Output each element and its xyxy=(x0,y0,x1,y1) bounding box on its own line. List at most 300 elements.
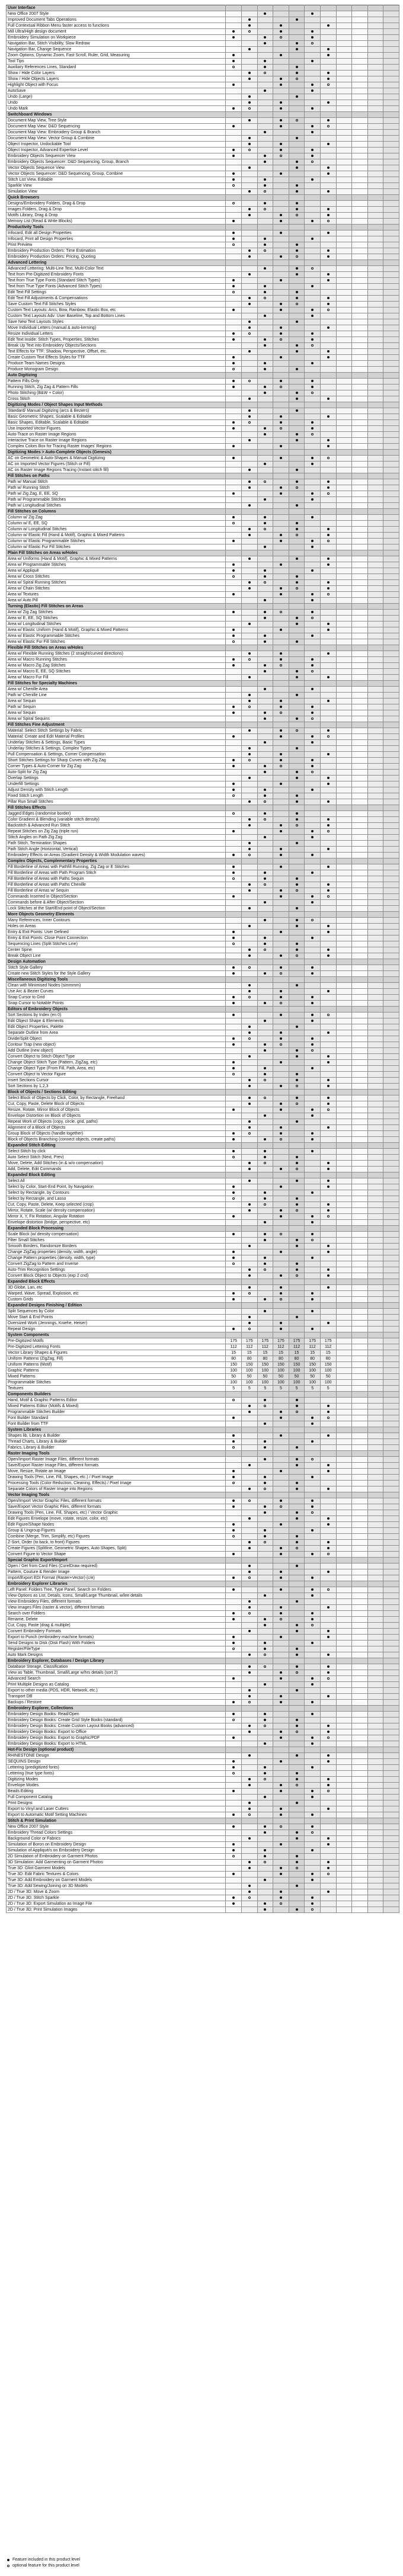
feature-cell xyxy=(320,325,336,331)
feature-cell xyxy=(352,770,368,776)
included-dot-icon xyxy=(248,1754,251,1757)
feature-cell xyxy=(383,1291,399,1297)
included-dot-icon xyxy=(232,1766,235,1768)
feature-row xyxy=(7,716,399,722)
feature-cell xyxy=(305,1611,321,1617)
feature-row xyxy=(7,1066,399,1072)
section-header-cell xyxy=(257,112,273,118)
feature-cell xyxy=(367,1617,383,1623)
feature-cell xyxy=(305,1048,321,1054)
feature-cell xyxy=(383,793,399,799)
feature-cell xyxy=(226,515,242,521)
feature-cell xyxy=(336,254,352,260)
feature-cell xyxy=(367,1036,383,1042)
optional-dot-icon xyxy=(248,1701,251,1703)
included-dot-icon xyxy=(248,1055,251,1058)
included-dot-icon xyxy=(280,492,282,495)
feature-label: Area w/ Elastic Fur Fill Stitches xyxy=(7,639,226,645)
feature-cell xyxy=(226,1297,242,1303)
feature-cell xyxy=(226,793,242,799)
feature-cell xyxy=(241,331,257,337)
feature-cell xyxy=(320,1060,336,1066)
section-title: Expanded Block Processing xyxy=(7,1226,226,1232)
feature-cell xyxy=(383,1563,399,1569)
feature-cell xyxy=(336,1617,352,1623)
feature-cell xyxy=(320,118,336,124)
feature-cell xyxy=(336,94,352,100)
feature-cell xyxy=(273,1611,289,1617)
included-dot-icon xyxy=(248,1405,251,1407)
feature-cell xyxy=(383,1273,399,1279)
feature-cell xyxy=(383,823,399,829)
feature-cell xyxy=(226,272,242,278)
feature-cell xyxy=(241,1563,257,1569)
feature-cell xyxy=(383,159,399,165)
included-dot-icon xyxy=(311,540,314,542)
feature-cell xyxy=(241,556,257,562)
feature-cell xyxy=(226,94,242,100)
feature-cell xyxy=(241,1113,257,1119)
feature-cell xyxy=(352,1528,368,1534)
section-header-cell xyxy=(352,5,368,11)
included-dot-icon xyxy=(296,267,298,270)
feature-cell xyxy=(241,580,257,586)
feature-cell xyxy=(241,586,257,592)
included-dot-icon xyxy=(296,1831,298,1834)
feature-cell xyxy=(273,35,289,41)
feature-cell xyxy=(289,337,305,343)
feature-cell xyxy=(257,1836,273,1842)
feature-label: Embroidery Simulation on Workpiece xyxy=(7,35,226,41)
feature-cell xyxy=(241,1569,257,1575)
feature-cell xyxy=(352,740,368,746)
feature-cell xyxy=(320,59,336,65)
feature-label: Select All xyxy=(7,1178,226,1184)
feature-cell xyxy=(383,930,399,935)
feature-cell xyxy=(289,1641,305,1646)
feature-label: Embroidery Objects Sequencer: D&D Sequencing, Group, Branch xyxy=(7,159,226,165)
section-header-cell xyxy=(273,1090,289,1095)
feature-row xyxy=(7,456,399,462)
feature-cell xyxy=(336,1344,352,1350)
feature-cell xyxy=(352,396,368,402)
included-dot-icon xyxy=(232,516,235,518)
feature-cell xyxy=(241,290,257,296)
feature-cell xyxy=(226,1220,242,1226)
feature-cell xyxy=(305,1404,321,1409)
feature-cell xyxy=(352,355,368,361)
section-header-cell xyxy=(367,1451,383,1457)
feature-cell xyxy=(226,965,242,971)
included-dot-icon xyxy=(264,1855,266,1857)
feature-cell xyxy=(367,651,383,657)
feature-cell xyxy=(226,17,242,23)
feature-cell xyxy=(367,1729,383,1735)
feature-label: Print Designs xyxy=(7,1800,226,1806)
feature-cell xyxy=(226,88,242,94)
included-dot-icon xyxy=(248,990,251,992)
feature-row xyxy=(7,1297,399,1303)
feature-row xyxy=(7,1575,399,1581)
feature-cell xyxy=(257,740,273,746)
feature-cell xyxy=(336,23,352,29)
feature-cell xyxy=(273,1101,289,1107)
feature-cell xyxy=(241,781,257,787)
included-dot-icon xyxy=(296,670,298,672)
feature-cell xyxy=(257,568,273,574)
feature-cell xyxy=(241,177,257,183)
feature-cell xyxy=(320,1078,336,1084)
feature-cell xyxy=(352,787,368,793)
included-dot-icon xyxy=(280,1695,282,1697)
included-dot-icon xyxy=(232,492,235,495)
feature-cell xyxy=(383,207,399,213)
feature-row xyxy=(7,503,399,509)
section-header-cell xyxy=(226,1658,242,1664)
feature-cell xyxy=(383,752,399,758)
feature-cell xyxy=(226,1309,242,1315)
feature-row xyxy=(7,1842,399,1848)
feature-cell xyxy=(352,586,368,592)
feature-cell xyxy=(336,1522,352,1528)
feature-cell xyxy=(273,1190,289,1196)
included-dot-icon xyxy=(248,1203,251,1206)
section-header-cell xyxy=(367,1392,383,1398)
included-dot-icon xyxy=(264,611,266,613)
feature-cell xyxy=(257,165,273,171)
feature-cell xyxy=(352,853,368,858)
feature-row xyxy=(7,136,399,142)
included-dot-icon xyxy=(327,1322,330,1324)
section-header xyxy=(7,1392,399,1398)
feature-cell xyxy=(241,159,257,165)
feature-cell xyxy=(383,1682,399,1688)
feature-row xyxy=(7,1350,399,1356)
included-dot-icon xyxy=(296,1772,298,1774)
included-dot-icon xyxy=(232,427,235,430)
feature-cell xyxy=(273,1107,289,1113)
feature-row xyxy=(7,1196,399,1202)
feature-cell xyxy=(320,1054,336,1060)
feature-cell xyxy=(305,1623,321,1629)
feature-cell xyxy=(273,1516,289,1522)
included-dot-icon xyxy=(232,1298,235,1300)
included-dot-icon xyxy=(248,1778,251,1780)
feature-label: Auto Select Stitch (Next, Prev) xyxy=(7,1155,226,1161)
component-count: 50 xyxy=(320,1374,336,1380)
section-header-cell xyxy=(257,1172,273,1178)
feature-label: Area w/ Sequin xyxy=(7,710,226,716)
included-dot-icon xyxy=(296,433,298,435)
feature-cell xyxy=(367,947,383,953)
feature-cell xyxy=(383,213,399,219)
feature-cell xyxy=(367,1824,383,1830)
included-dot-icon xyxy=(264,60,266,62)
feature-cell xyxy=(241,983,257,989)
included-dot-icon xyxy=(296,1511,298,1514)
feature-cell xyxy=(241,462,257,467)
included-dot-icon xyxy=(280,1434,282,1437)
feature-cell xyxy=(367,1587,383,1593)
feature-cell xyxy=(336,1812,352,1818)
feature-cell xyxy=(289,995,305,1001)
included-dot-icon xyxy=(327,1186,330,1188)
feature-cell xyxy=(241,385,257,390)
feature-cell xyxy=(336,556,352,562)
optional-dot-icon xyxy=(280,765,282,767)
included-dot-icon xyxy=(327,232,330,234)
feature-cell xyxy=(367,1066,383,1072)
optional-dot-icon xyxy=(264,1861,266,1863)
feature-row xyxy=(7,1048,399,1054)
feature-cell xyxy=(226,616,242,621)
feature-cell xyxy=(257,787,273,793)
feature-cell xyxy=(383,1765,399,1771)
feature-cell xyxy=(241,1877,257,1883)
included-dot-icon xyxy=(280,966,282,969)
feature-cell xyxy=(257,1735,273,1741)
feature-row xyxy=(7,1646,399,1652)
feature-cell xyxy=(336,1374,352,1380)
included-dot-icon xyxy=(264,1446,266,1449)
feature-cell xyxy=(336,1646,352,1652)
feature-label: Envelope Distortion on Block of Objects xyxy=(7,1113,226,1119)
feature-cell xyxy=(352,1522,368,1528)
feature-cell xyxy=(320,1291,336,1297)
feature-cell xyxy=(367,752,383,758)
feature-cell xyxy=(383,693,399,699)
feature-cell xyxy=(367,699,383,704)
feature-cell xyxy=(352,254,368,260)
feature-cell xyxy=(336,1463,352,1469)
feature-cell xyxy=(273,924,289,930)
feature-cell xyxy=(367,829,383,835)
feature-label: Cut, Copy, Paste, Delete Block of Objects xyxy=(7,1101,226,1107)
included-dot-icon xyxy=(232,1588,235,1591)
feature-cell xyxy=(241,752,257,758)
included-dot-icon xyxy=(248,1097,251,1099)
feature-cell xyxy=(352,1552,368,1558)
included-dot-icon xyxy=(327,1665,330,1668)
feature-cell xyxy=(336,100,352,106)
feature-cell xyxy=(336,965,352,971)
included-dot-icon xyxy=(296,771,298,773)
feature-cell xyxy=(352,1652,368,1658)
feature-label: Zoom Options, Dynamic Zoom, Fast Scroll, Ruler, Grid, Measuring xyxy=(7,53,226,59)
feature-cell xyxy=(257,159,273,165)
included-dot-icon xyxy=(264,836,266,838)
feature-cell xyxy=(367,995,383,1001)
feature-cell xyxy=(367,100,383,106)
section-header-cell xyxy=(226,1558,242,1563)
feature-cell xyxy=(226,1599,242,1605)
feature-cell xyxy=(305,1789,321,1795)
feature-cell xyxy=(226,213,242,219)
feature-cell xyxy=(336,1789,352,1795)
feature-cell xyxy=(289,1457,305,1463)
feature-cell xyxy=(367,207,383,213)
feature-cell xyxy=(305,1273,321,1279)
included-dot-icon xyxy=(327,1180,330,1182)
feature-row xyxy=(7,124,399,130)
section-header-cell xyxy=(289,473,305,479)
feature-row xyxy=(7,598,399,604)
feature-cell xyxy=(289,248,305,254)
feature-cell xyxy=(241,1232,257,1238)
section-header-cell xyxy=(336,509,352,515)
feature-row xyxy=(7,1700,399,1706)
section-header-cell xyxy=(273,1007,289,1013)
feature-cell xyxy=(305,456,321,462)
section-header-cell xyxy=(273,1492,289,1498)
feature-cell xyxy=(289,1777,305,1783)
included-dot-icon xyxy=(327,1517,330,1520)
feature-cell xyxy=(367,1249,383,1255)
feature-label: Path w/ Programmable Stitches xyxy=(7,497,226,503)
feature-cell xyxy=(226,1244,242,1249)
included-dot-icon xyxy=(248,255,251,258)
feature-cell xyxy=(257,118,273,124)
included-dot-icon xyxy=(311,427,314,430)
feature-cell xyxy=(352,639,368,645)
feature-cell xyxy=(305,76,321,82)
feature-cell xyxy=(289,930,305,935)
feature-cell xyxy=(352,1042,368,1048)
included-dot-icon xyxy=(296,581,298,584)
included-dot-icon xyxy=(327,303,330,305)
feature-cell xyxy=(336,159,352,165)
feature-row xyxy=(7,1001,399,1007)
feature-cell xyxy=(305,935,321,941)
optional-dot-icon xyxy=(264,800,266,803)
section-header-cell xyxy=(257,1226,273,1232)
feature-cell xyxy=(289,1244,305,1249)
section-header-cell xyxy=(352,1090,368,1095)
feature-label: Pattern Fills Only xyxy=(7,379,226,385)
feature-cell xyxy=(241,29,257,35)
feature-cell xyxy=(367,142,383,148)
feature-cell xyxy=(320,503,336,509)
feature-cell xyxy=(336,491,352,497)
section-header-cell xyxy=(383,805,399,811)
included-dot-icon xyxy=(264,688,266,690)
feature-row xyxy=(7,1404,399,1409)
feature-cell xyxy=(367,106,383,112)
feature-cell xyxy=(257,1795,273,1800)
feature-cell xyxy=(352,1795,368,1800)
feature-cell xyxy=(226,456,242,462)
feature-cell xyxy=(257,693,273,699)
feature-cell xyxy=(352,1398,368,1404)
feature-cell xyxy=(305,592,321,598)
feature-label: Add, Delete, Edit Commands xyxy=(7,1167,226,1172)
feature-cell xyxy=(320,1327,336,1332)
included-dot-icon xyxy=(311,1713,314,1715)
feature-cell xyxy=(241,1149,257,1155)
feature-cell xyxy=(273,781,289,787)
component-count: 150 xyxy=(226,1362,242,1368)
included-dot-icon xyxy=(264,427,266,430)
feature-cell xyxy=(226,533,242,539)
feature-cell xyxy=(367,183,383,189)
feature-cell xyxy=(241,1072,257,1078)
feature-row xyxy=(7,1872,399,1877)
included-dot-icon xyxy=(264,1310,266,1312)
feature-cell xyxy=(336,1836,352,1842)
feature-cell xyxy=(241,740,257,746)
feature-cell xyxy=(226,621,242,627)
section-header-cell xyxy=(383,1451,399,1457)
feature-cell xyxy=(257,1759,273,1765)
feature-cell xyxy=(320,189,336,195)
optional-dot-icon xyxy=(311,670,314,672)
feature-cell xyxy=(320,479,336,485)
feature-cell xyxy=(367,621,383,627)
included-dot-icon xyxy=(232,789,235,791)
feature-cell xyxy=(241,313,257,319)
feature-cell xyxy=(241,1664,257,1670)
feature-cell xyxy=(336,1149,352,1155)
feature-cell xyxy=(383,1013,399,1018)
feature-cell xyxy=(336,882,352,888)
feature-cell xyxy=(241,1220,257,1226)
feature-cell xyxy=(352,533,368,539)
feature-cell xyxy=(257,627,273,633)
included-dot-icon xyxy=(296,1689,298,1691)
feature-cell xyxy=(367,1398,383,1404)
feature-cell xyxy=(257,385,273,390)
feature-cell xyxy=(289,1309,305,1315)
feature-cell xyxy=(273,764,289,770)
included-dot-icon xyxy=(296,919,298,921)
feature-label: Save Custom Text Fill Stitches Styles xyxy=(7,302,226,307)
feature-cell xyxy=(289,1528,305,1534)
feature-label: Images Folders, Drag & Drop xyxy=(7,207,226,213)
feature-cell xyxy=(367,799,383,805)
included-dot-icon xyxy=(280,1612,282,1614)
feature-cell xyxy=(226,1759,242,1765)
feature-row xyxy=(7,331,399,337)
feature-cell xyxy=(305,989,321,995)
included-dot-icon xyxy=(248,800,251,803)
feature-cell xyxy=(273,1712,289,1718)
feature-cell xyxy=(383,1789,399,1795)
feature-cell xyxy=(257,219,273,225)
optional-dot-icon xyxy=(311,267,314,270)
feature-cell xyxy=(367,1877,383,1883)
feature-cell xyxy=(352,1060,368,1066)
feature-cell xyxy=(367,82,383,88)
feature-label: Select by Rectangle, by Contours xyxy=(7,1190,226,1196)
feature-cell xyxy=(383,1688,399,1694)
feature-cell xyxy=(320,1267,336,1273)
feature-row xyxy=(7,1457,399,1463)
feature-cell xyxy=(336,456,352,462)
feature-cell xyxy=(241,1184,257,1190)
feature-cell xyxy=(257,1469,273,1475)
included-dot-icon xyxy=(232,1328,235,1330)
feature-cell xyxy=(305,1054,321,1060)
feature-label: Repeat Work of Objects (copy, circle, grid, paths) xyxy=(7,1119,226,1125)
feature-cell xyxy=(273,811,289,817)
included-dot-icon xyxy=(232,996,235,998)
feature-row xyxy=(7,367,399,373)
section-header-cell xyxy=(257,402,273,408)
feature-cell xyxy=(367,94,383,100)
feature-label: Document Map View: Embroidery Group & Branch xyxy=(7,130,226,136)
included-dot-icon xyxy=(264,712,266,714)
feature-label: Uniform Patterns (ZigZag, Fill) xyxy=(7,1356,226,1362)
